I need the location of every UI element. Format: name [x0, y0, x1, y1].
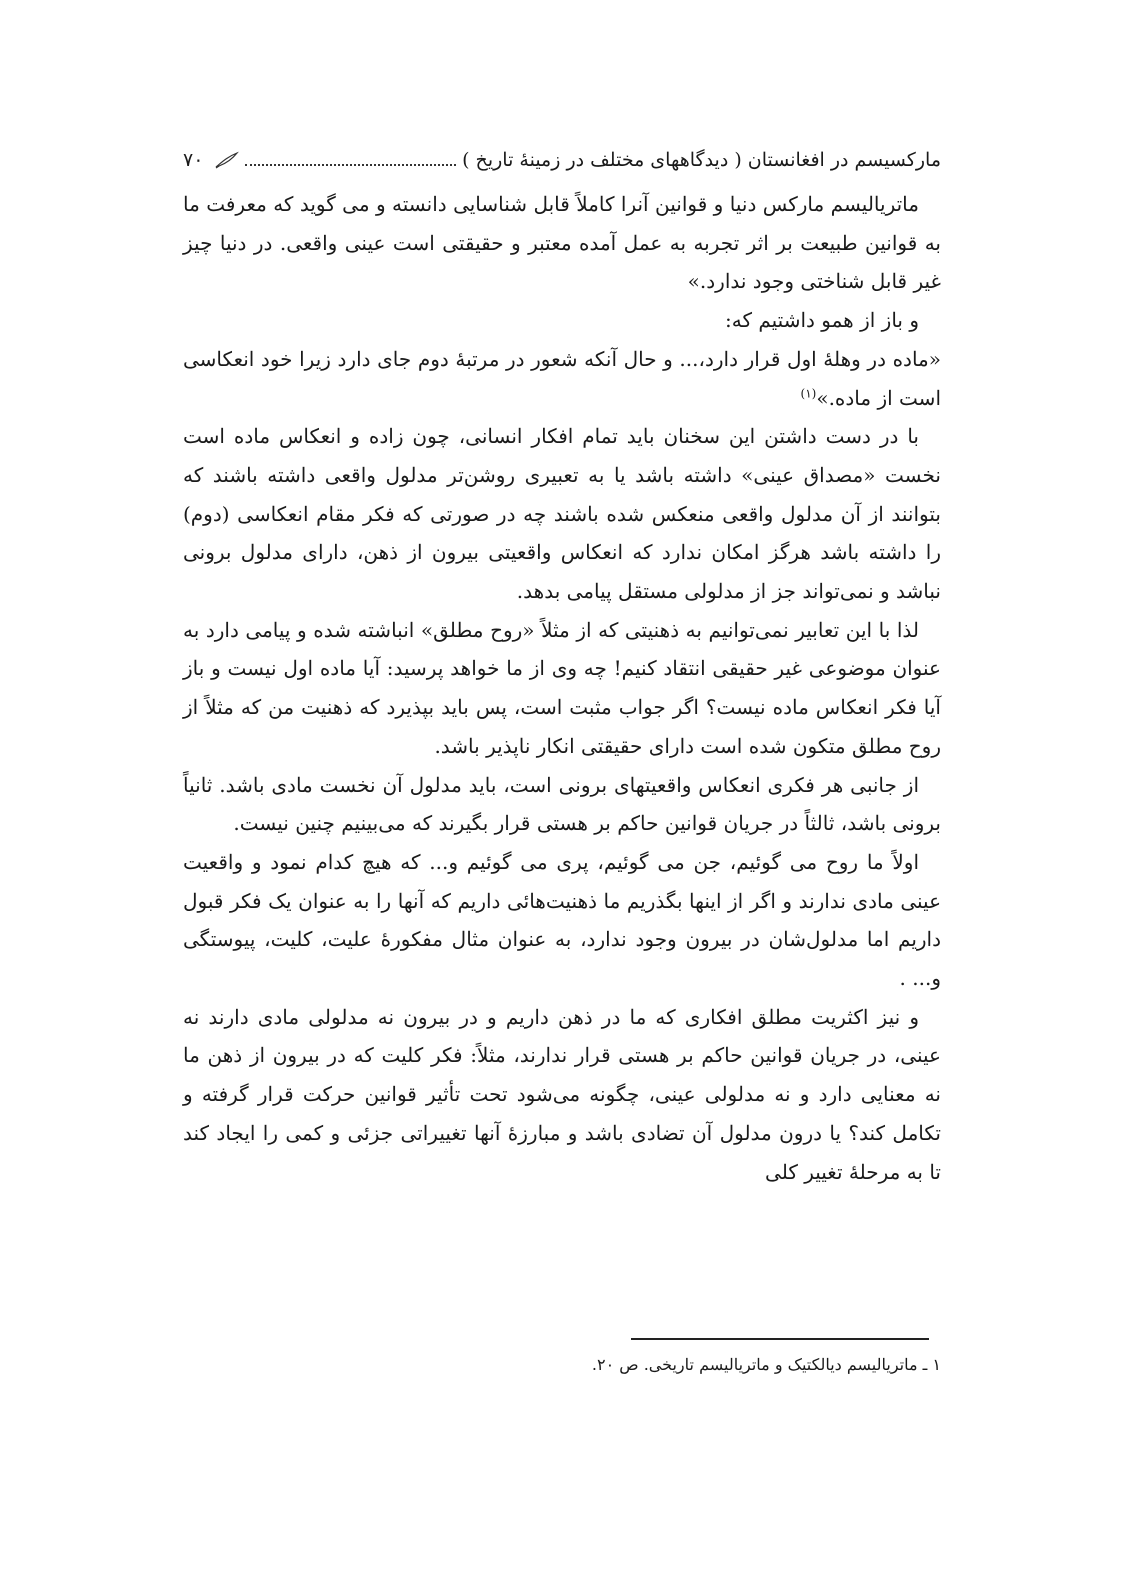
paragraph: لذا با این تعابیر نمی‌توانیم به ذهنیتی که از مثلاً «روح مطلق» انباشته شده و پیامی دارد به عنوان موضوعی غیر حقیقی انتقاد کنیم! چه وی از ما خواهد پرسید: آیا ماده اول نیست و باز آیا فکر انعکاس ماده نیست؟ اگر جواب مثبت است، پس باید بپذیرد که ذهنیت من که مثلاً از روح مطلق متکون شده است دارای حقیقتی انکار ناپذیر باشد. — [183, 617, 941, 758]
running-header — [183, 140, 941, 180]
quill-pen-icon — [215, 151, 239, 169]
footnote: ۱ ـ ماتریالیسم دیالکتیک و ماتریالیسم تاریخی. ص ۲۰. — [591, 1355, 941, 1374]
footnote-divider — [631, 1338, 929, 1340]
quotation-text: «ماده در وهلهٔ اول قرار دارد،... و حال آنکه شعور در مرتبهٔ دوم جای دارد زیرا خود انعکاسی است از ماده.» — [183, 346, 942, 410]
page-number: ۷۰ — [183, 149, 204, 171]
paragraph: و نیز اکثریت مطلق افکاری که ما در ذهن داریم و در بیرون نه مدلولی مادی دارند نه عینی، در جریان قوانین حاکم بر هستی قرار ندارند، مثلاً: فکر کلیت که در بیرون از ذهن ما نه معنایی دارد و نه مدلولی عینی، چگونه می‌شود تحت تأثیر قوانین حرکت قرار گرفته و تکامل کند؟ یا درون مدلول آن تضادی باشد و مبارزهٔ آنها تغییراتی جزئی و کمی را ایجاد کند تا به مرحلهٔ تغییر کلی — [183, 1004, 941, 1184]
paragraph: و باز از همو داشتیم که: — [724, 308, 919, 333]
paragraph: از جانبی هر فکری انعکاس واقعیتهای برونی است، باید مدلول آن نخست مادی باشد. ثانیاً برونی باشد، ثالثاً در جریان قوانین حاکم بر هستی قرار بگیرند که می‌بینیم چنین نیست. — [183, 772, 941, 836]
body-text — [183, 185, 941, 1191]
paragraph: ماتریالیسم مارکس دنیا و قوانین آنرا کاملاً قابل شناسایی دانسته و می گوید که معرفت ما به قوانین طبیعت بر اثر تجربه به عمل آمده معتبر و حقیقتی است عینی واقعی. در دنیا چیز غیر قابل شناختی وجود ندارد.» — [183, 192, 941, 294]
paragraph: اولاً ما روح می گوئیم، جن می گوئیم، پری می گوئیم و... که هیچ کدام نمود و واقعیت عینی مادی ندارند و اگر از اینها بگذریم ما ذهنیت‌هائی داریم که آنها را به عنوان یک فکر قبول داریم اما مدلول‌شان در بیرون وجود ندارد، به عنوان مثال مفکورهٔ علیت، کلیت، پیوستگی و... . — [183, 849, 942, 991]
paragraph: با در دست داشتن این سخنان باید تمام افکار انسانی، چون زاده و انعکاس ماده است نخست «مصداق عینی» داشته باشد یا به تعبیری روشن‌تر مدلول واقعی داشته باشند که بتوانند از آن مدلول واقعی منعکس شده باشند چه در صورتی که فکر مقام انعکاسی (دوم) را داشته باشد هرگز امکان ندارد که انعکاس واقعیتی بیرون از ذهن، دارای مدلول برونی نباشد و نمی‌تواند جز از مدلولی مستقل پیامی بدهد. — [183, 424, 941, 604]
running-title: مارکسیسم در افغانستان ( دیدگاههای مختلف در زمینهٔ تاریخ ) — [462, 149, 941, 171]
leader-dots — [245, 164, 456, 166]
footnote-reference: (۱) — [800, 385, 817, 400]
quotation-paragraph — [183, 340, 941, 417]
